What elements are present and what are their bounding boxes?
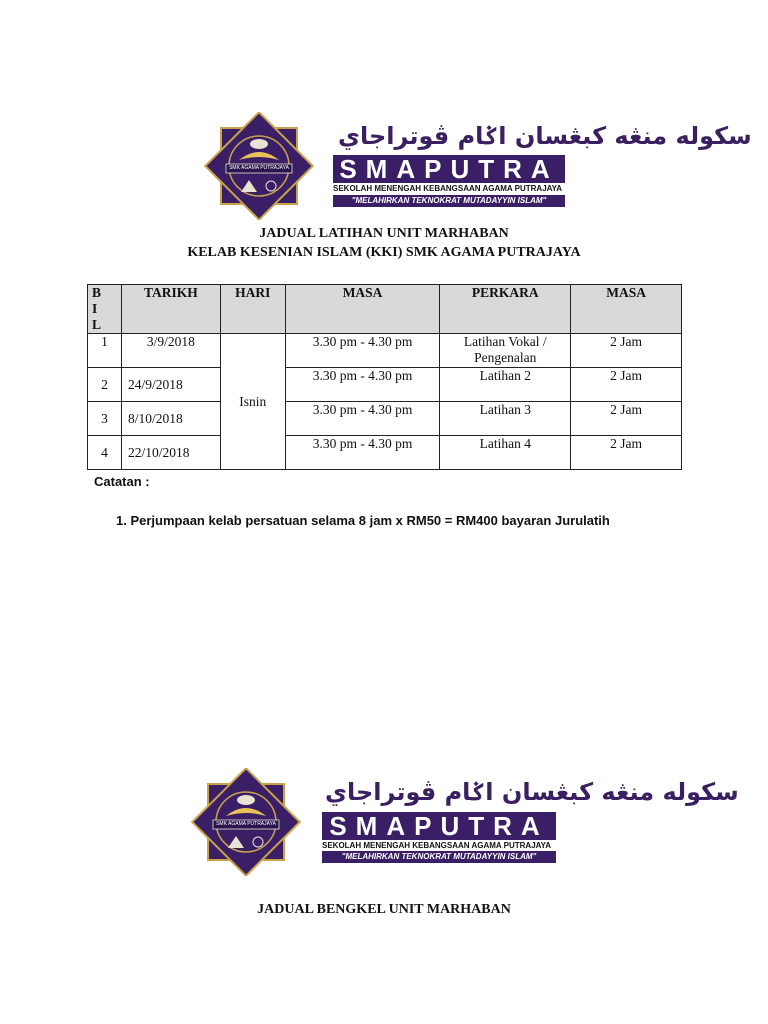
- col-header-durasi: MASA: [571, 285, 682, 334]
- school-motto: "MELAHIRKAN TEKNOKRAT MUTADAYYIN ISLAM": [333, 195, 565, 207]
- cell-durasi: 2 Jam: [571, 436, 682, 470]
- table-row: [88, 368, 682, 402]
- cell-durasi: 2 Jam: [571, 368, 682, 402]
- col-header-masa: MASA: [285, 285, 440, 334]
- table-row: [88, 334, 682, 368]
- col-header-hari: HARI: [220, 285, 285, 334]
- cell-bil: 1: [88, 334, 122, 368]
- school-acronym: SMAPUTRA: [333, 155, 565, 183]
- school-name-arabic: سكوله منڠه كبڠسان اݢام ڤوتراجاي: [325, 778, 739, 806]
- school-logo-top: [203, 112, 315, 220]
- footer-title: JADUAL BENGKEL UNIT MARHABAN: [257, 902, 511, 917]
- cell-masa: 3.30 pm - 4.30 pm: [285, 436, 440, 470]
- cell-tarikh: 24/9/2018: [121, 368, 220, 402]
- table-header-row: [88, 285, 682, 334]
- page-title: JADUAL LATIHAN UNIT MARHABAN: [259, 226, 509, 241]
- cell-perkara: Latihan 4: [440, 436, 571, 470]
- cell-masa: 3.30 pm - 4.30 pm: [285, 334, 440, 368]
- cell-masa: 3.30 pm - 4.30 pm: [285, 368, 440, 402]
- logo-badge-text: SMK AGAMA PUTRAJAYA: [216, 821, 276, 827]
- table-row: [88, 436, 682, 470]
- col-header-perkara: PERKARA: [440, 285, 571, 334]
- school-full-name: SEKOLAH MENENGAH KEBANGSAAN AGAMA PUTRAJAYA: [322, 841, 552, 850]
- cell-bil: 2: [88, 368, 122, 402]
- school-motto: "MELAHIRKAN TEKNOKRAT MUTADAYYIN ISLAM": [322, 851, 556, 863]
- note-item: 1. Perjumpaan kelab persatuan selama 8 jam x RM50 = RM400 bayaran Jurulatih: [116, 513, 610, 528]
- cell-bil: 4: [88, 436, 122, 470]
- cell-tarikh: 3/9/2018: [121, 334, 220, 368]
- cell-perkara: Latihan 3: [440, 402, 571, 436]
- cell-masa: 3.30 pm - 4.30 pm: [285, 402, 440, 436]
- cell-tarikh: 22/10/2018: [121, 436, 220, 470]
- col-header-tarikh: TARIKH: [121, 285, 220, 334]
- logo-badge-text: SMK AGAMA PUTRAJAYA: [229, 165, 289, 171]
- cell-durasi: 2 Jam: [571, 402, 682, 436]
- notes-label: Catatan :: [94, 474, 150, 489]
- school-acronym: SMAPUTRA: [322, 812, 556, 840]
- col-header-bil: BIL: [88, 285, 122, 334]
- cell-bil: 3: [88, 402, 122, 436]
- school-name-arabic: سكوله منڠه كبڠسان اݢام ڤوتراجاي: [338, 122, 752, 150]
- schedule-table: [87, 284, 682, 470]
- cell-hari: Isnin: [220, 334, 285, 470]
- page-subtitle: KELAB KESENIAN ISLAM (KKI) SMK AGAMA PUTRAJAYA: [187, 245, 581, 260]
- cell-perkara: Latihan 2: [440, 368, 571, 402]
- table-row: [88, 402, 682, 436]
- school-full-name: SEKOLAH MENENGAH KEBANGSAAN AGAMA PUTRAJAYA: [333, 184, 563, 193]
- school-logo-bottom: [190, 768, 302, 876]
- cell-tarikh: 8/10/2018: [121, 402, 220, 436]
- cell-durasi: 2 Jam: [571, 334, 682, 368]
- cell-perkara: Latihan Vokal / Pengenalan: [440, 334, 571, 368]
